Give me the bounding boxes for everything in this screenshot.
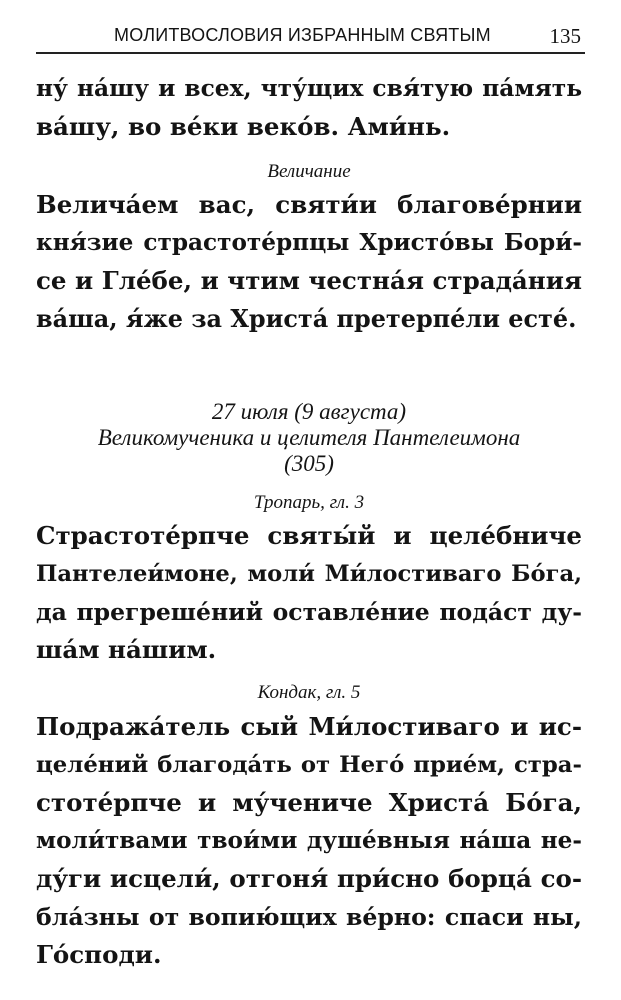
troparion-text xyxy=(36,517,582,669)
section-heading-troparion: Тропарь, гл. 3 xyxy=(253,492,365,513)
text-line: ну́ на́шу и всех, чту́щих свя́тую па́мять xyxy=(36,75,582,102)
text-line: Велича́ем вас, святи́и благове́рнии xyxy=(36,190,582,219)
text-line: ду́ги исцели́, отгоня́ при́сно борца́ со- xyxy=(36,864,582,893)
text-line: да прегреше́ний оставле́ние пода́ст ду- xyxy=(36,598,582,626)
prayer-continuation xyxy=(36,70,582,146)
feast-heading xyxy=(36,399,582,477)
text-line: Подража́тель сый Ми́лостиваго и ис- xyxy=(36,712,582,741)
section-heading-velichanie: Величание xyxy=(267,161,351,182)
text-line: Пантелеи́моне, моли́ Ми́лостиваго Бо́га, xyxy=(36,561,582,587)
feast-saint-name: Великомученика и целителя Пантелеимона xyxy=(97,425,521,450)
text-line: ва́ша, я́же за Христа́ претерпе́ли есте́. xyxy=(36,305,577,333)
velichanie-text xyxy=(36,186,582,338)
text-line: кня́зие страстоте́рпцы Христо́вы Бори́- xyxy=(36,229,582,256)
text-line: ва́шу, во ве́ки веко́в. Ами́нь. xyxy=(36,112,451,141)
text-line: стоте́рпче и му́чениче Христа́ Бо́га, xyxy=(36,788,582,817)
section-heading-kontakion: Кондак, гл. 5 xyxy=(257,682,361,703)
feast-date: 27 июля (9 августа) xyxy=(211,399,407,424)
kontakion-text xyxy=(36,708,582,974)
text-line: бла́зны от вопию́щих ве́рно: спаси ны, xyxy=(36,903,582,931)
running-title: МОЛИТВОСЛОВИЯ ИЗБРАННЫМ СВЯТЫМ xyxy=(114,25,491,45)
text-line: целе́ний благода́ть от Него́ прие́м, стра- xyxy=(36,752,582,778)
text-line: Го́споди. xyxy=(36,940,162,969)
text-line: се и Гле́бе, и чтим честна́я страда́ния xyxy=(36,266,582,295)
page-number: 135 xyxy=(549,24,581,48)
text-line: ша́м на́шим. xyxy=(36,635,217,664)
text-line: моли́твами твои́ми душе́вныя на́ша не- xyxy=(36,827,582,854)
feast-year: (305) xyxy=(284,451,334,476)
running-header xyxy=(36,20,585,54)
text-line: Страстоте́рпче святы́й и целе́бниче xyxy=(36,521,582,550)
